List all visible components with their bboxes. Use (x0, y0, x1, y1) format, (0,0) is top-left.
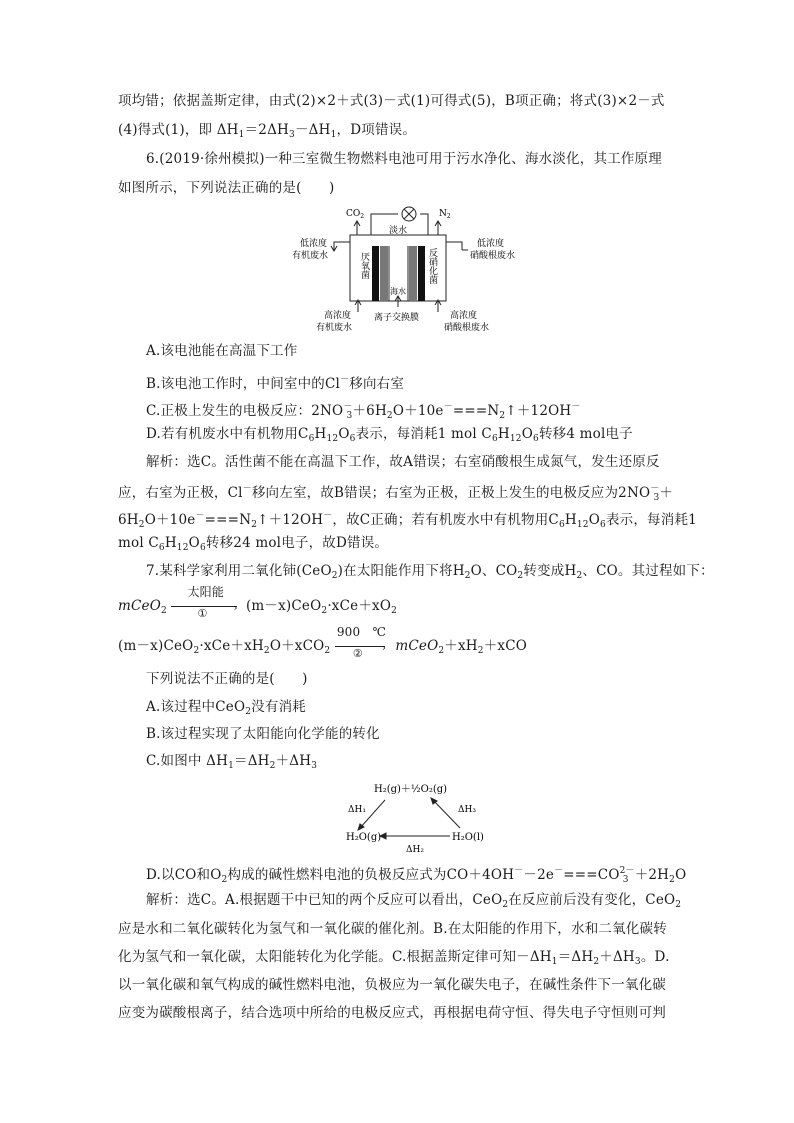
option-c: C.正极上发生的电极反应：$2NO^-_3+6H_2O+10e^-===N_2↑+12OH^-$ (146, 402, 581, 421)
reaction-arrow-1: 太阳能 › ① (171, 597, 241, 615)
cycle-left: H₂O(g) (346, 832, 382, 843)
cycle-dh3: ΔH₃ (458, 805, 476, 815)
question-7-ask: 下列说法不正确的是( ) (146, 671, 308, 687)
right-top-label-1: 低浓度 (477, 239, 505, 249)
equation-1: mCeO$_2$ 太阳能 › ① $(m-x)CeO_2\cdot xCe+xO_2$ (118, 585, 398, 620)
anaerobe-label: 厌氧菌 (359, 252, 369, 279)
cathode-electrode (418, 246, 425, 301)
left-top-label-1: 低浓度 (300, 239, 328, 249)
left-membrane (380, 246, 388, 301)
fuel-cell-diagram (286, 202, 536, 334)
question-6-stem: 如图所示，下列说法正确的是( ) (118, 180, 335, 196)
reaction-arrow-2: 900 ℃ › ② (336, 625, 387, 660)
right-membrane (409, 246, 417, 301)
analysis-line: 应，右室为正极，Cl－移向左室，故B错误；右室为正极，正极上发生的电极反应为$2NO^-_3+$ (118, 484, 674, 503)
option-a: A.该电池能在高温下工作 (146, 343, 298, 359)
membrane-label: 离子交换膜 (374, 313, 420, 323)
right-bot-label-1: 高浓度 (450, 311, 478, 321)
option-d: D.若有机废水中有机物用$C_6H_{12}O_6$表示，每消耗1 mol $C_6H_{12}O_6$转移4 mol电子 (146, 426, 633, 444)
subscript: 1 (330, 130, 337, 140)
co2-label: $CO_2$ (346, 209, 365, 220)
subscript: 1 (238, 130, 245, 140)
left-top-label-2: 有机废水 (292, 251, 329, 261)
question-6-stem: 6.(2019·徐州模拟)一种三室微生物燃料电池可用于污水净化、海水淡化，其工作原理 (146, 151, 662, 167)
denitrifier-label: 反硝化菌 (427, 248, 437, 284)
cycle-right: H₂O(l) (452, 832, 484, 843)
hess-cycle-diagram (340, 778, 490, 858)
right-top-label-2: 硝酸根废水 (470, 251, 516, 261)
text-run: －ΔH (294, 122, 331, 138)
anode-electrode (372, 246, 379, 301)
subscript: 3 (289, 130, 295, 140)
analysis-line: 解析：选C。A.根据题干中已知的两个反应可以看出，CeO$_2$在反应前后没有变化，CeO$_2$ (146, 892, 682, 910)
text-line: 项均错；依据盖斯定律，由式(2)×2＋式(3)－式(1)可得式(5)，B项正确；将式(3)×2－式 (118, 93, 665, 109)
question-7-stem: 7.某科学家利用二氧化铈(CeO$_2$)在太阳能作用下将$H_2O$、$CO_2$转变成$H_2$、CO。其过程如下： (146, 563, 714, 581)
text-run: ＝2ΔH (244, 122, 290, 138)
text-run: (4)得式(1)，即 ΔH (118, 122, 239, 138)
wire-right (420, 214, 428, 235)
analysis-line: 应是水和二氧化碳转化为氢气和一氧化碳的催化剂。B.在太阳能的作用下，水和二氧化碳转 (118, 921, 667, 937)
option-d: D.以CO和$O_2$构成的碱性燃料电池的负极反应式为$CO+4OH^--2e^-===CO^{2-}_3 +2H_2O$ (146, 866, 687, 885)
analysis-line: 应变为碳酸根离子，结合选项中所给的电极反应式，再根据电荷守恒、得失电子守恒则可判 (118, 1005, 666, 1021)
fresh-water-label: 淡水 (389, 226, 408, 236)
equation-2: $(m-x)CeO_2\cdot xCe+xH_2O+xCO_2$ 900 ℃ › ② $mCeO_2+xH_2+xCO$ (118, 625, 528, 660)
cycle-dh1: ΔH₁ (348, 805, 366, 815)
text-run: ，D项错误。 (336, 122, 417, 138)
analysis-line: 解析：选C。活性菌不能在高温下工作，故A错误；右室硝酸根生成氮气，发生还原反 (146, 454, 660, 470)
option-b: B.该过程实现了太阳能向化学能的转化 (146, 726, 380, 742)
right-outlet (446, 242, 462, 250)
analysis-line: $6H_2O+10e^-===N_2↑+12OH^-$，故C正确；若有机废水中有机物用$C_6H_{12}O_6$表示，每消耗1 (118, 511, 697, 530)
dh3-arrow (433, 800, 460, 828)
left-bot-label-2: 有机废水 (316, 323, 353, 333)
right-bot-label-2: 硝酸根废水 (444, 323, 490, 333)
sea-water-label: 海水 (390, 287, 406, 296)
analysis-line: 以一氧化碳和氧气构成的碱性燃料电池，负极应为一氧化碳失电子，在碱性条件下一氧化碳 (118, 977, 666, 993)
n2-label: $N_2$ (439, 209, 451, 220)
option-a: A.该过程中CeO$_2$没有消耗 (146, 699, 306, 717)
analysis-line: mol $C_6H_{12}O_6$转移24 mol电子，故D错误。 (118, 535, 389, 553)
text-line (118, 121, 684, 144)
analysis-line: 化为氢气和一氧化碳，太阳能转化为化学能。C.根据盖斯定律可知$-\Delta H_1=\Delta H_2+\Delta H_3$。D. (118, 949, 670, 967)
left-outlet (334, 242, 350, 250)
cycle-dh2: ΔH₂ (406, 845, 424, 855)
cycle-top: H₂(g)＋½O₂(g) (374, 784, 448, 795)
option-b: B.该电池工作时，中间室中的Cl－移向右室 (146, 375, 405, 392)
left-bot-label-1: 高浓度 (324, 311, 352, 321)
option-c: C.如图中 $\Delta H_1=\Delta H_2+\Delta H_3$ (146, 753, 318, 771)
